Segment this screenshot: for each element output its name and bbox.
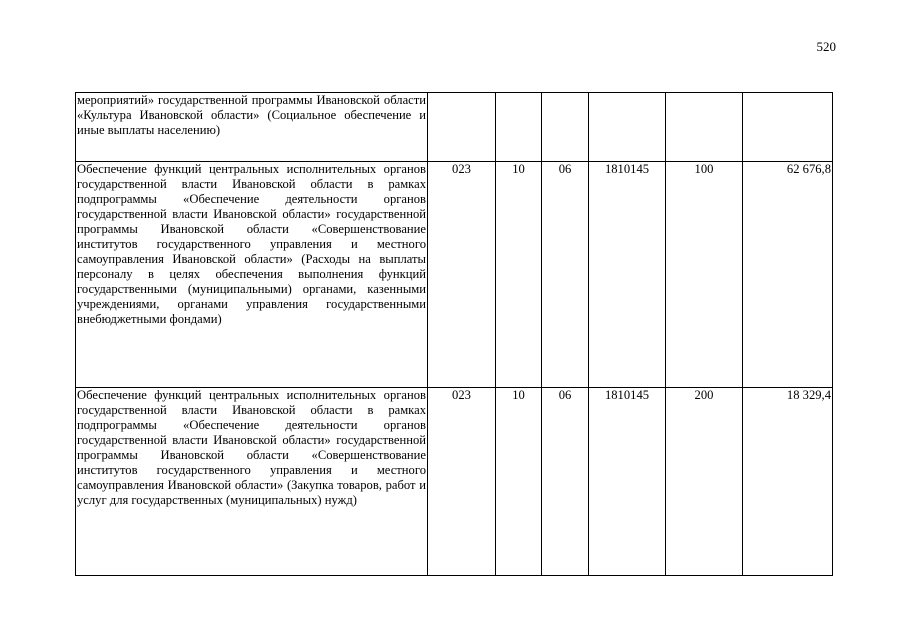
subsection-code [542,93,589,162]
section-code [496,93,542,162]
table-row [76,388,833,576]
row-description: Обеспечение функций центральных исполнительных органов государственной власти Ивановской области в рамках подпрограммы «Обеспечение деятельности органов государственной власти Ивановской области» государственной программы Ивановской области «Совершенствование институтов государственного управления и местного самоуправления Ивановской области» (Расходы на выплаты персоналу в целях обеспечения выполнения функций государственными (муниципальными) органами, казенными учреждениями, органами управления государственными внебюджетными фондами) [76,162,428,388]
amount: 18 329,4 [743,388,833,576]
expense-type-code [666,93,743,162]
ministry-code: 023 [428,162,496,388]
table-row [76,93,833,162]
target-article-code: 1810145 [589,388,666,576]
expense-type-code: 100 [666,162,743,388]
subsection-code: 06 [542,388,589,576]
budget-table [75,92,833,576]
target-article-code: 1810145 [589,162,666,388]
amount: 62 676,8 [743,162,833,388]
row-description: мероприятий» государственной программы Ивановской области «Культура Ивановской области» (Социальное обеспечение и иные выплаты населению) [76,93,428,162]
ministry-code: 023 [428,388,496,576]
expense-type-code: 200 [666,388,743,576]
ministry-code [428,93,496,162]
section-code: 10 [496,388,542,576]
target-article-code [589,93,666,162]
table-row [76,162,833,388]
row-description: Обеспечение функций центральных исполнительных органов государственной власти Ивановской области в рамках подпрограммы «Обеспечение деятельности органов государственной власти Ивановской области» государственной программы Ивановской области «Совершенствование институтов государственного управления и местного самоуправления Ивановской области» (Закупка товаров, работ и услуг для государственных (муниципальных) нужд) [76,388,428,576]
subsection-code: 06 [542,162,589,388]
amount [743,93,833,162]
page-number: 520 [816,39,836,54]
section-code: 10 [496,162,542,388]
